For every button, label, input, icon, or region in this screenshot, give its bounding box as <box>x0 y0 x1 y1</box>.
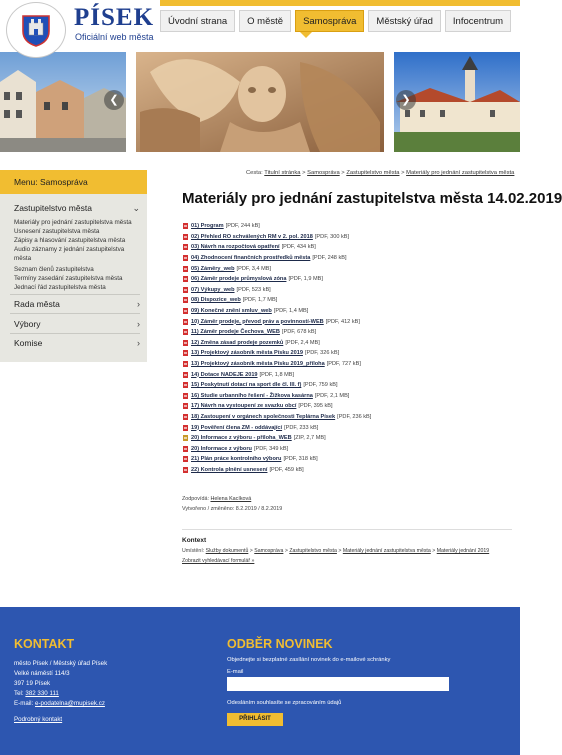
contact-heading: KONTAKT <box>14 637 75 651</box>
document-item <box>183 380 513 391</box>
document-meta: [PDF, 349 kB] <box>253 445 289 452</box>
pdf-file-icon <box>183 319 188 325</box>
document-link[interactable]: 10) Záměr prodeje, převod práv a povinností-WEB <box>191 318 324 325</box>
pdf-file-icon <box>183 403 188 409</box>
chevron-right-icon: › <box>137 319 140 329</box>
contact-line: město Písek / Městský úřad Písek <box>14 660 108 667</box>
phone-label: Tel: <box>14 690 24 697</box>
sidebar-subitem[interactable]: Usnesení zastupitelstva města <box>14 228 100 235</box>
pdf-file-icon <box>183 425 188 431</box>
sidebar-item-label: Výbory <box>14 319 41 329</box>
document-link[interactable]: 17) Návrh na vystoupení ze svazku obcí <box>191 403 297 410</box>
document-item <box>183 391 513 402</box>
document-item <box>183 295 513 306</box>
document-link[interactable]: 07) Výkupy_web <box>191 286 235 293</box>
breadcrumb-item[interactable]: Titulní stránka <box>264 170 301 176</box>
pdf-file-icon <box>183 446 188 452</box>
document-meta: [PDF, 1,8 MB] <box>259 371 295 378</box>
document-meta: [PDF, 2,1 MB] <box>314 392 350 399</box>
banner-prev-arrow[interactable]: ❮ <box>104 90 124 110</box>
sidebar-item-vybory[interactable] <box>14 319 140 329</box>
sidebar-subitem[interactable]: města <box>14 255 32 262</box>
document-link[interactable]: 08) Dispozice_web <box>191 297 241 304</box>
context-location-item[interactable]: Materiály jednání 2019 <box>436 548 490 554</box>
document-link[interactable]: 16) Studie urbanního řešení - Žižkova kasárna <box>191 392 313 399</box>
document-meta: [PDF, 236 kB] <box>337 413 372 420</box>
breadcrumb-separator: > <box>341 170 345 176</box>
document-link[interactable]: 09) Konečné znění smluv_web <box>191 308 272 315</box>
document-item <box>183 338 513 349</box>
document-meta: [PDF, 3,4 MB] <box>236 265 272 272</box>
document-meta: [PDF, 318 kB] <box>283 456 318 463</box>
pdf-file-icon <box>183 223 188 229</box>
consent-text: Odesláním souhlasíte se zpracováním údajů <box>227 700 342 706</box>
document-item <box>183 285 513 296</box>
pdf-file-icon <box>183 244 188 250</box>
document-item <box>183 232 513 243</box>
document-meta: [ZIP, 2,7 MB] <box>293 435 326 442</box>
chevron-right-icon: › <box>137 338 140 348</box>
site-title: PÍSEK <box>74 4 155 31</box>
nav-topline <box>160 0 520 6</box>
context-location-item[interactable]: Samospráva <box>254 548 284 554</box>
nav-item-uvodni-strana[interactable]: Úvodní strana <box>160 10 235 32</box>
banner-photo <box>0 52 520 152</box>
sidebar-item-komise[interactable] <box>14 338 140 348</box>
banner-image <box>0 52 520 152</box>
document-link[interactable]: 21) Plán práce kontrolního výboru <box>191 456 282 463</box>
document-meta: [PDF, 412 kB] <box>325 318 360 325</box>
pdf-file-icon <box>183 287 188 293</box>
breadcrumb-separator: > <box>302 170 306 176</box>
document-item <box>183 242 513 253</box>
breadcrumb-separator: > <box>401 170 405 176</box>
pdf-file-icon <box>183 456 188 462</box>
sidebar-subitem[interactable]: Audio záznamy z jednání zastupitelstva <box>14 246 125 253</box>
document-link[interactable]: 14) Dotace NADEJE 2019 <box>191 371 258 378</box>
pdf-file-icon <box>183 297 188 303</box>
document-meta: [PDF, 300 kB] <box>314 233 350 240</box>
sidebar-subitem[interactable]: Termíny zasedání zastupitelstva města <box>14 275 123 282</box>
document-link[interactable]: 20) Informace z výboru <box>191 445 252 452</box>
pdf-file-icon <box>183 308 188 314</box>
document-link[interactable]: 18) Zastoupení v orgánech společnosti Teplárna Písek <box>191 413 336 420</box>
contact-phone <box>14 690 59 697</box>
sidebar-item-label: Rada města <box>14 299 60 309</box>
document-link[interactable]: 12) Změna zásad prodeje pozemků <box>191 339 284 346</box>
sidebar-menu-header: Menu: Samospráva <box>0 170 147 194</box>
pdf-file-icon <box>183 340 188 346</box>
document-link[interactable]: 13) Projektový zásobník města Písku 2019_příloha <box>191 361 325 368</box>
document-link[interactable]: 15) Poskytnutí dotací na sport dle čl. III. f) <box>191 382 302 389</box>
newsletter-email-input[interactable] <box>227 677 449 691</box>
sidebar-subitem[interactable]: Materiály pro jednání zastupitelstva města <box>14 219 132 226</box>
zip-file-icon <box>183 435 188 441</box>
document-link[interactable]: 11) Záměr prodeje Čechova_WEB <box>191 329 280 336</box>
document-item <box>183 454 513 465</box>
document-item <box>183 306 513 317</box>
sidebar-item-label: Komise <box>14 338 43 348</box>
responsible-name-link[interactable]: Helena Kacíková <box>210 496 252 502</box>
sidebar-divider <box>10 294 140 295</box>
sidebar-item-zastupitelstvo[interactable] <box>14 203 140 213</box>
sidebar-item-rada-mesta[interactable] <box>14 299 140 309</box>
chevron-down-icon: ⌄ <box>132 203 140 213</box>
detailed-contact-link[interactable]: Podrobný kontakt <box>14 716 63 723</box>
subscribe-button[interactable]: PŘIHLÁSIT <box>227 713 283 726</box>
document-link[interactable]: 19) Pověření člena ZM - oddávající <box>191 424 283 431</box>
sidebar-subitem[interactable]: Jednací řád zastupitelstva města <box>14 284 106 291</box>
context-location: Umístění: Služby dokumentů > Samospráva > Zastupitelstvo města > Materiály jednání zastupitelstva města > Materiály jednání 2019 <box>182 548 490 554</box>
email-field-label: E-mail <box>227 669 244 675</box>
sidebar-divider <box>10 333 140 334</box>
show-search-form-link[interactable]: Zobrazit vyhledávací formulář » <box>182 558 255 564</box>
phone-link[interactable]: 382 330 111 <box>25 690 59 697</box>
contact-line: 397 19 Písek <box>14 680 51 687</box>
coat-of-arms-icon <box>21 13 51 47</box>
pdf-file-icon <box>183 467 188 473</box>
newsletter-heading: ODBĚR NOVINEK <box>227 637 333 651</box>
banner-next-arrow[interactable]: ❯ <box>396 90 416 110</box>
document-link[interactable]: 13) Projektový zásobník města Písku 2019 <box>191 350 303 357</box>
nav-item-samosprava[interactable]: Samospráva <box>295 10 364 32</box>
document-meta: [PDF, 1,9 MB] <box>288 276 323 283</box>
pdf-file-icon <box>183 414 188 420</box>
document-meta: [PDF, 395 kB] <box>298 403 333 410</box>
responsible-label: Zodpovídá: <box>182 496 209 502</box>
chevron-right-icon: › <box>137 299 140 309</box>
sidebar-item-label: Zastupitelstvo města <box>14 203 92 213</box>
document-item <box>183 443 513 454</box>
document-meta: [PDF, 727 kB] <box>326 361 361 368</box>
document-item <box>183 433 513 444</box>
created-changed-date: Vytvořeno / změněno: 8.2.2019 / 8.2.2019 <box>182 506 283 512</box>
document-meta: [PDF, 434 kB] <box>281 244 316 251</box>
document-item <box>183 253 513 264</box>
context-title: Kontext <box>182 537 207 544</box>
contact-email <box>14 700 105 707</box>
pdf-file-icon <box>183 372 188 378</box>
nav-active-pointer <box>300 32 312 38</box>
city-logo[interactable] <box>6 2 66 58</box>
pdf-file-icon <box>183 393 188 399</box>
pdf-file-icon <box>183 234 188 240</box>
breadcrumb-item[interactable]: Zastupitelstvo města <box>346 170 400 176</box>
document-meta: [PDF, 248 kB] <box>312 255 347 262</box>
document-item <box>183 412 513 423</box>
document-item <box>183 465 513 476</box>
pdf-file-icon <box>183 350 188 356</box>
document-meta: [PDF, 326 kB] <box>304 350 340 357</box>
document-meta: [PDF, 523 kB] <box>236 286 271 293</box>
document-link[interactable]: 06) Záměr prodeje průmyslová zóna <box>191 276 287 283</box>
document-link[interactable]: 03) Návrh na rozpočtová opatření <box>191 244 280 251</box>
pdf-file-icon <box>183 276 188 282</box>
site-header <box>0 0 520 52</box>
document-item <box>183 274 513 285</box>
document-item <box>183 369 513 380</box>
sidebar-subitem[interactable]: Zápisy a hlasování zastupitelstva města <box>14 237 126 244</box>
document-meta: [PDF, 244 kB] <box>225 223 260 230</box>
document-link[interactable]: 02) Přehled RO schválených RM v 2. pol. 2018 <box>191 233 313 240</box>
document-link[interactable]: 05) Záměry_web <box>191 265 235 272</box>
responsible-person <box>182 496 251 502</box>
pdf-file-icon <box>183 329 188 335</box>
sidebar-subitem[interactable]: Seznam členů zastupitelstva <box>14 266 94 273</box>
pdf-file-icon <box>183 382 188 388</box>
document-item <box>183 327 513 338</box>
site-subtitle: Oficiální web města <box>75 32 154 42</box>
pdf-file-icon <box>183 266 188 272</box>
main-nav <box>160 10 515 32</box>
document-meta: [PDF, 233 kB] <box>284 424 319 431</box>
sidebar-divider <box>10 313 140 314</box>
document-meta: [PDF, 459 kB] <box>269 466 304 473</box>
document-link[interactable]: 20) Informace z výboru - příloha_WEB <box>191 435 292 442</box>
nav-item-mestsky-urad[interactable]: Městský úřad <box>368 10 441 32</box>
context-location-item[interactable]: Služby dokumentů <box>205 548 249 554</box>
document-item <box>183 348 513 359</box>
document-meta: [PDF, 1,4 MB] <box>273 308 309 315</box>
document-meta: [PDF, 1,7 MB] <box>242 297 278 304</box>
page-title: Materiály pro jednání zastupitelstva města 14.02.2019 <box>182 190 562 207</box>
nav-item-o-meste[interactable]: O městě <box>239 10 291 32</box>
breadcrumb-item[interactable]: Materiály pro jednání zastupitelstva města <box>406 170 515 176</box>
document-item <box>183 401 513 412</box>
breadcrumb-prefix: Cesta: <box>246 170 263 176</box>
newsletter-text: Objednejte si bezplatné zasílání novinek do e-mailové schránky <box>227 657 391 663</box>
nav-item-infocentrum[interactable]: Infocentrum <box>445 10 511 32</box>
context-divider <box>182 529 512 530</box>
document-link[interactable]: 01) Program <box>191 223 224 230</box>
email-label: E-mail: <box>14 700 34 707</box>
breadcrumb-item[interactable]: Samospráva <box>307 170 340 176</box>
document-item <box>183 359 513 370</box>
document-link[interactable]: 22) Kontrola plnění usnesení <box>191 466 268 473</box>
document-meta: [PDF, 759 kB] <box>303 382 338 389</box>
context-location-item[interactable]: Zastupitelstvo města <box>289 548 337 554</box>
breadcrumb <box>246 170 514 176</box>
pdf-file-icon <box>183 255 188 261</box>
document-item <box>183 263 513 274</box>
context-location-label: Umístění: <box>182 548 205 554</box>
document-meta: [PDF, 678 kB] <box>281 329 317 336</box>
document-list <box>183 221 513 475</box>
document-meta: [PDF, 2,4 MB] <box>285 339 320 346</box>
email-link[interactable]: e-podatelna@mupisek.cz <box>35 700 105 707</box>
document-item <box>183 422 513 433</box>
document-item <box>183 221 513 232</box>
pdf-file-icon <box>183 361 188 367</box>
document-item <box>183 316 513 327</box>
contact-line: Velké náměstí 114/3 <box>14 670 70 677</box>
document-link[interactable]: 04) Zhodnocení finančních prostředků města <box>191 255 311 262</box>
context-location-item[interactable]: Materiály jednání zastupitelstva města <box>342 548 431 554</box>
